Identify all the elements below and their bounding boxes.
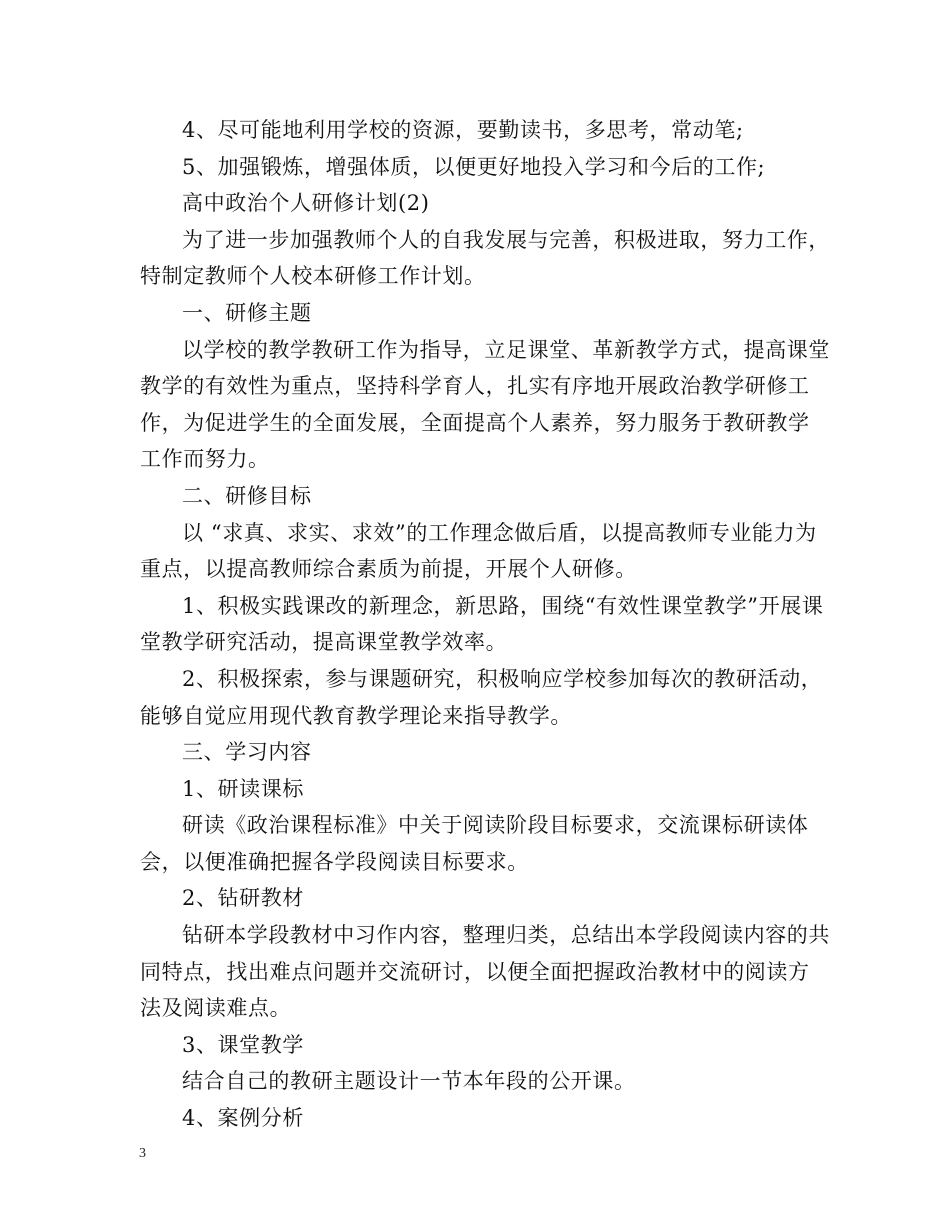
- paragraph: 以 “求真、求实、求效”的工作理念做后盾，以提高教师专业能力为重点，以提高教师综合素质为前提，开展个人研修。: [140, 520, 817, 582]
- paragraph: 4、尽可能地利用学校的资源，要勤读书，多思考，常动笔;: [182, 118, 744, 142]
- section-title: 高中政治个人研修计划(2): [182, 191, 430, 216]
- page-number: 3: [139, 1146, 146, 1161]
- paragraph: 5、加强锻炼，增强体质，以便更好地投入学习和今后的工作;: [182, 154, 766, 179]
- subheading: 3、课堂教学: [182, 1032, 304, 1057]
- subheading: 4、案例分析: [182, 1106, 304, 1131]
- paragraph: 1、积极实践课改的新理念，新思路，围绕“有效性课堂教学”开展课堂教学研究活动，提高课堂教学效率。: [140, 593, 824, 655]
- paragraph: 研读《政治课程标准》中关于阅读阶段目标要求，交流课标研读体会，以便准确把握各学段阅读目标要求。: [140, 813, 809, 874]
- paragraph: 以学校的教学教研工作为指导，立足课堂、革新教学方式，提高课堂教学的有效性为重点，坚持科学育人，扎实有序地开展政治教学研修工作，为促进学生的全面发展，全面提高个人素养，努力服务于教研教学工作而努力。: [140, 337, 830, 472]
- subheading: 1、研读课标: [182, 776, 304, 801]
- document-body: [140, 112, 830, 1137]
- paragraph: 钻研本学段教材中习作内容，整理归类，总结出本学段阅读内容的共同特点，找出难点问题并交流研讨，以便全面把握政治教材中的阅读方法及阅读难点。: [140, 923, 830, 1021]
- paragraph: 2、积极探索，参与课题研究，积极响应学校参加每次的教研活动，能够自觉应用现代教育教学理论来指导教学。: [140, 666, 823, 728]
- section-heading: 一、研修主题: [182, 300, 312, 325]
- section-heading: 三、学习内容: [182, 740, 312, 765]
- paragraph: 为了进一步加强教师个人的自我发展与完善，积极进取，努力工作，特制定教师个人校本研修工作计划。: [140, 227, 830, 289]
- paragraph: 结合自己的教研主题设计一节本年段的公开课。: [182, 1069, 636, 1094]
- section-heading: 二、研修目标: [182, 483, 312, 508]
- subheading: 2、钻研教材: [182, 886, 304, 911]
